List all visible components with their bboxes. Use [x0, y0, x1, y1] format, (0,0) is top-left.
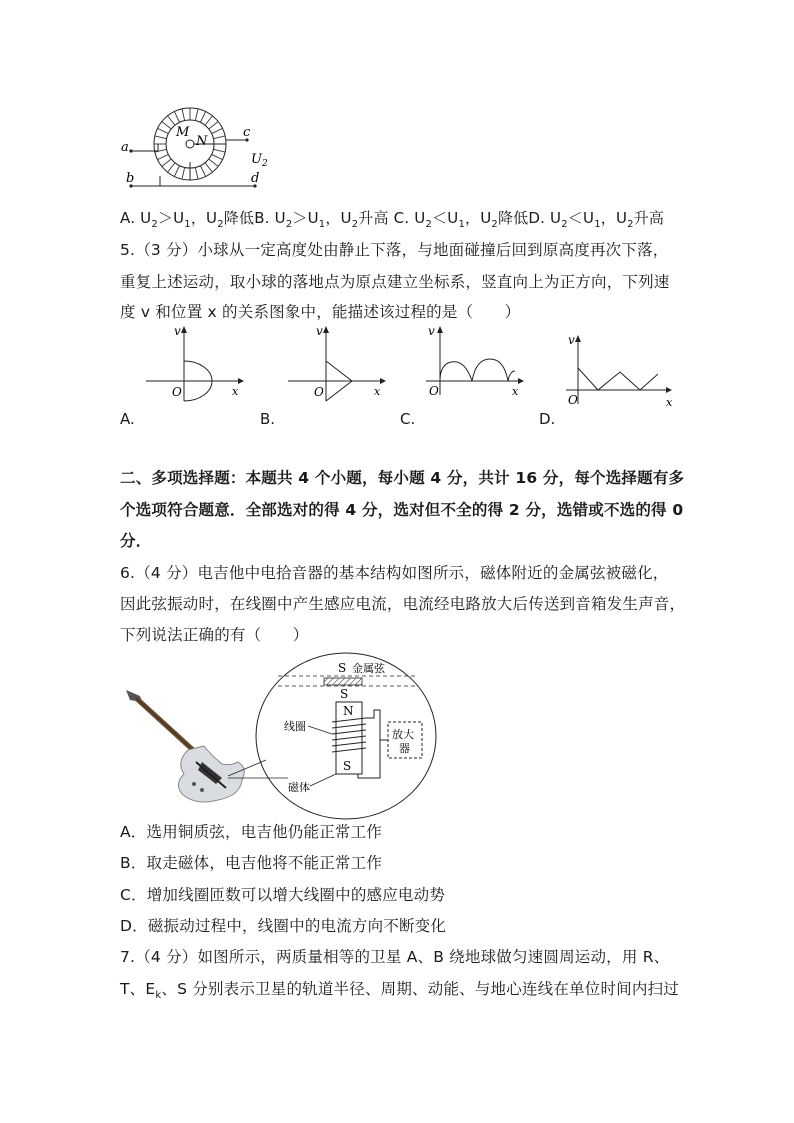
- q4-option-d[interactable]: D. $U_2<U_1$，$U_2$升高: [528, 209, 665, 230]
- q5-line-2: 重复上述运动，取小球的落地点为原点建立坐标系，竖直向上为正方向，下列速: [120, 273, 670, 291]
- svg-text:磁体: 磁体: [288, 781, 310, 794]
- svg-text:S: S: [340, 687, 349, 701]
- svg-text:O: O: [314, 385, 324, 399]
- q6-line-3: 下列说法正确的有（ ）: [120, 626, 309, 644]
- winding-turn: [195, 167, 198, 179]
- svg-text:O: O: [172, 385, 182, 399]
- q4-option-a[interactable]: A. $U_2>U_1$，$U_2$降低: [120, 209, 255, 230]
- q4-options: [120, 207, 664, 230]
- svg-text:v: v: [568, 333, 575, 347]
- winding-turn: [200, 112, 205, 123]
- winding-turn: [213, 149, 225, 152]
- winding-turn: [182, 167, 185, 179]
- q6-option-d[interactable]: D．磁振动过程中，线圈中的电流方向不断变化: [120, 917, 447, 935]
- winding-turn: [205, 116, 212, 125]
- winding-turn: [174, 166, 179, 177]
- section2-line-2: 个选项符合题意．全部选对的得 4 分，选对但不全的得 2 分，选错或不选的得 0: [120, 501, 684, 519]
- winding-turn: [168, 163, 175, 172]
- svg-text:x: x: [232, 385, 239, 398]
- q7-line-1: 7.（4 分）如图所示，两质量相等的卫星 A、B 绕地球做匀速圆周运动，用 R、: [120, 948, 670, 966]
- svg-text:S: S: [338, 661, 347, 675]
- svg-text:O: O: [429, 384, 439, 398]
- svg-text:放大: 放大: [392, 728, 414, 741]
- svg-text:x: x: [512, 385, 519, 398]
- graph-d[interactable]: [560, 330, 675, 410]
- winding-turn: [209, 159, 218, 166]
- q6-line-1: 6.（4 分）电吉他中电拾音器的基本结构如图所示，磁体附近的金属弦被磁化，: [120, 564, 669, 582]
- winding-turn: [162, 122, 171, 129]
- q6-option-b[interactable]: B．取走磁体，电吉他将不能正常工作: [120, 854, 383, 872]
- winding-turn: [155, 136, 167, 139]
- winding-turn: [168, 116, 175, 125]
- svg-text:线圈: 线圈: [284, 720, 306, 733]
- label-b: b: [126, 171, 135, 186]
- q5-option-c[interactable]: C.: [400, 410, 416, 428]
- winding-turn: [212, 128, 223, 133]
- center-dot: [186, 140, 194, 148]
- svg-text:x: x: [374, 385, 381, 398]
- q7-line-2: T、$E_k$、S 分别表示卫星的轨道半径、周期、动能、与地心连线在单位时间内扫过: [120, 980, 679, 1002]
- svg-text:金属弦: 金属弦: [352, 662, 385, 675]
- winding-turn: [158, 154, 169, 159]
- winding-turn: [158, 128, 169, 133]
- svg-text:v: v: [316, 324, 323, 338]
- coil: [332, 718, 366, 752]
- winding-turn: [195, 109, 198, 121]
- svg-text:x: x: [666, 396, 673, 409]
- winding-turn: [212, 154, 223, 159]
- graph-b[interactable]: [282, 323, 392, 403]
- graph-a[interactable]: [140, 323, 250, 403]
- winding-turn: [174, 112, 179, 123]
- transformer-figure: [118, 100, 278, 192]
- svg-text:v: v: [428, 324, 435, 338]
- graph-c[interactable]: [420, 323, 530, 403]
- winding-turn: [182, 109, 185, 121]
- section2-line-3: 分．: [120, 532, 152, 550]
- label-c: c: [243, 125, 251, 140]
- q4-option-c[interactable]: C. $U_2<U_1$，$U_2$降低: [393, 209, 529, 230]
- winding-turn: [209, 122, 218, 129]
- svg-text:器: 器: [399, 742, 410, 755]
- label-M: M: [176, 125, 190, 140]
- q4-option-b[interactable]: B. $U_2>U_1$，$U_2$升高: [254, 209, 389, 230]
- guitar-pickup-figure: [118, 650, 438, 822]
- label-d: d: [251, 171, 260, 186]
- svg-text:N: N: [343, 704, 354, 718]
- label-a: a: [121, 140, 129, 155]
- winding-turn: [200, 166, 205, 177]
- q5-line-1: 5.（3 分）小球从一定高度处由静止下落，与地面碰撞后回到原高度再次下落，: [120, 241, 669, 259]
- metal-string: [324, 678, 362, 685]
- guitar-image: [126, 690, 244, 802]
- svg-text:v: v: [174, 324, 181, 338]
- label-U2: $U_2$: [251, 152, 268, 169]
- q6-line-2: 因此弦振动时，在线圈中产生感应电流，电流经电路放大后传送到音箱发生声音，: [120, 595, 686, 613]
- section2-line-1: 二、多项选择题：本题共 4 个小题，每小题 4 分，共计 16 分，每个选择题有多: [120, 469, 685, 487]
- winding-turn: [162, 159, 171, 166]
- svg-text:S: S: [343, 759, 352, 773]
- q5-option-b[interactable]: B.: [260, 410, 276, 428]
- winding-turn: [213, 136, 225, 139]
- svg-text:O: O: [568, 393, 578, 407]
- q5-option-d[interactable]: D.: [539, 410, 556, 428]
- q6-option-c[interactable]: C．增加线圈匝数可以增大线圈中的感应电动势: [120, 886, 446, 904]
- q6-option-a[interactable]: A．选用铜质弦，电吉他仍能正常工作: [120, 823, 383, 841]
- q5-line-3: 度 v 和位置 x 的关系图象中，能描述该过程的是（ ）: [120, 303, 521, 321]
- winding-turn: [205, 163, 212, 172]
- label-N: N: [196, 134, 208, 149]
- q5-option-a[interactable]: A.: [120, 410, 135, 428]
